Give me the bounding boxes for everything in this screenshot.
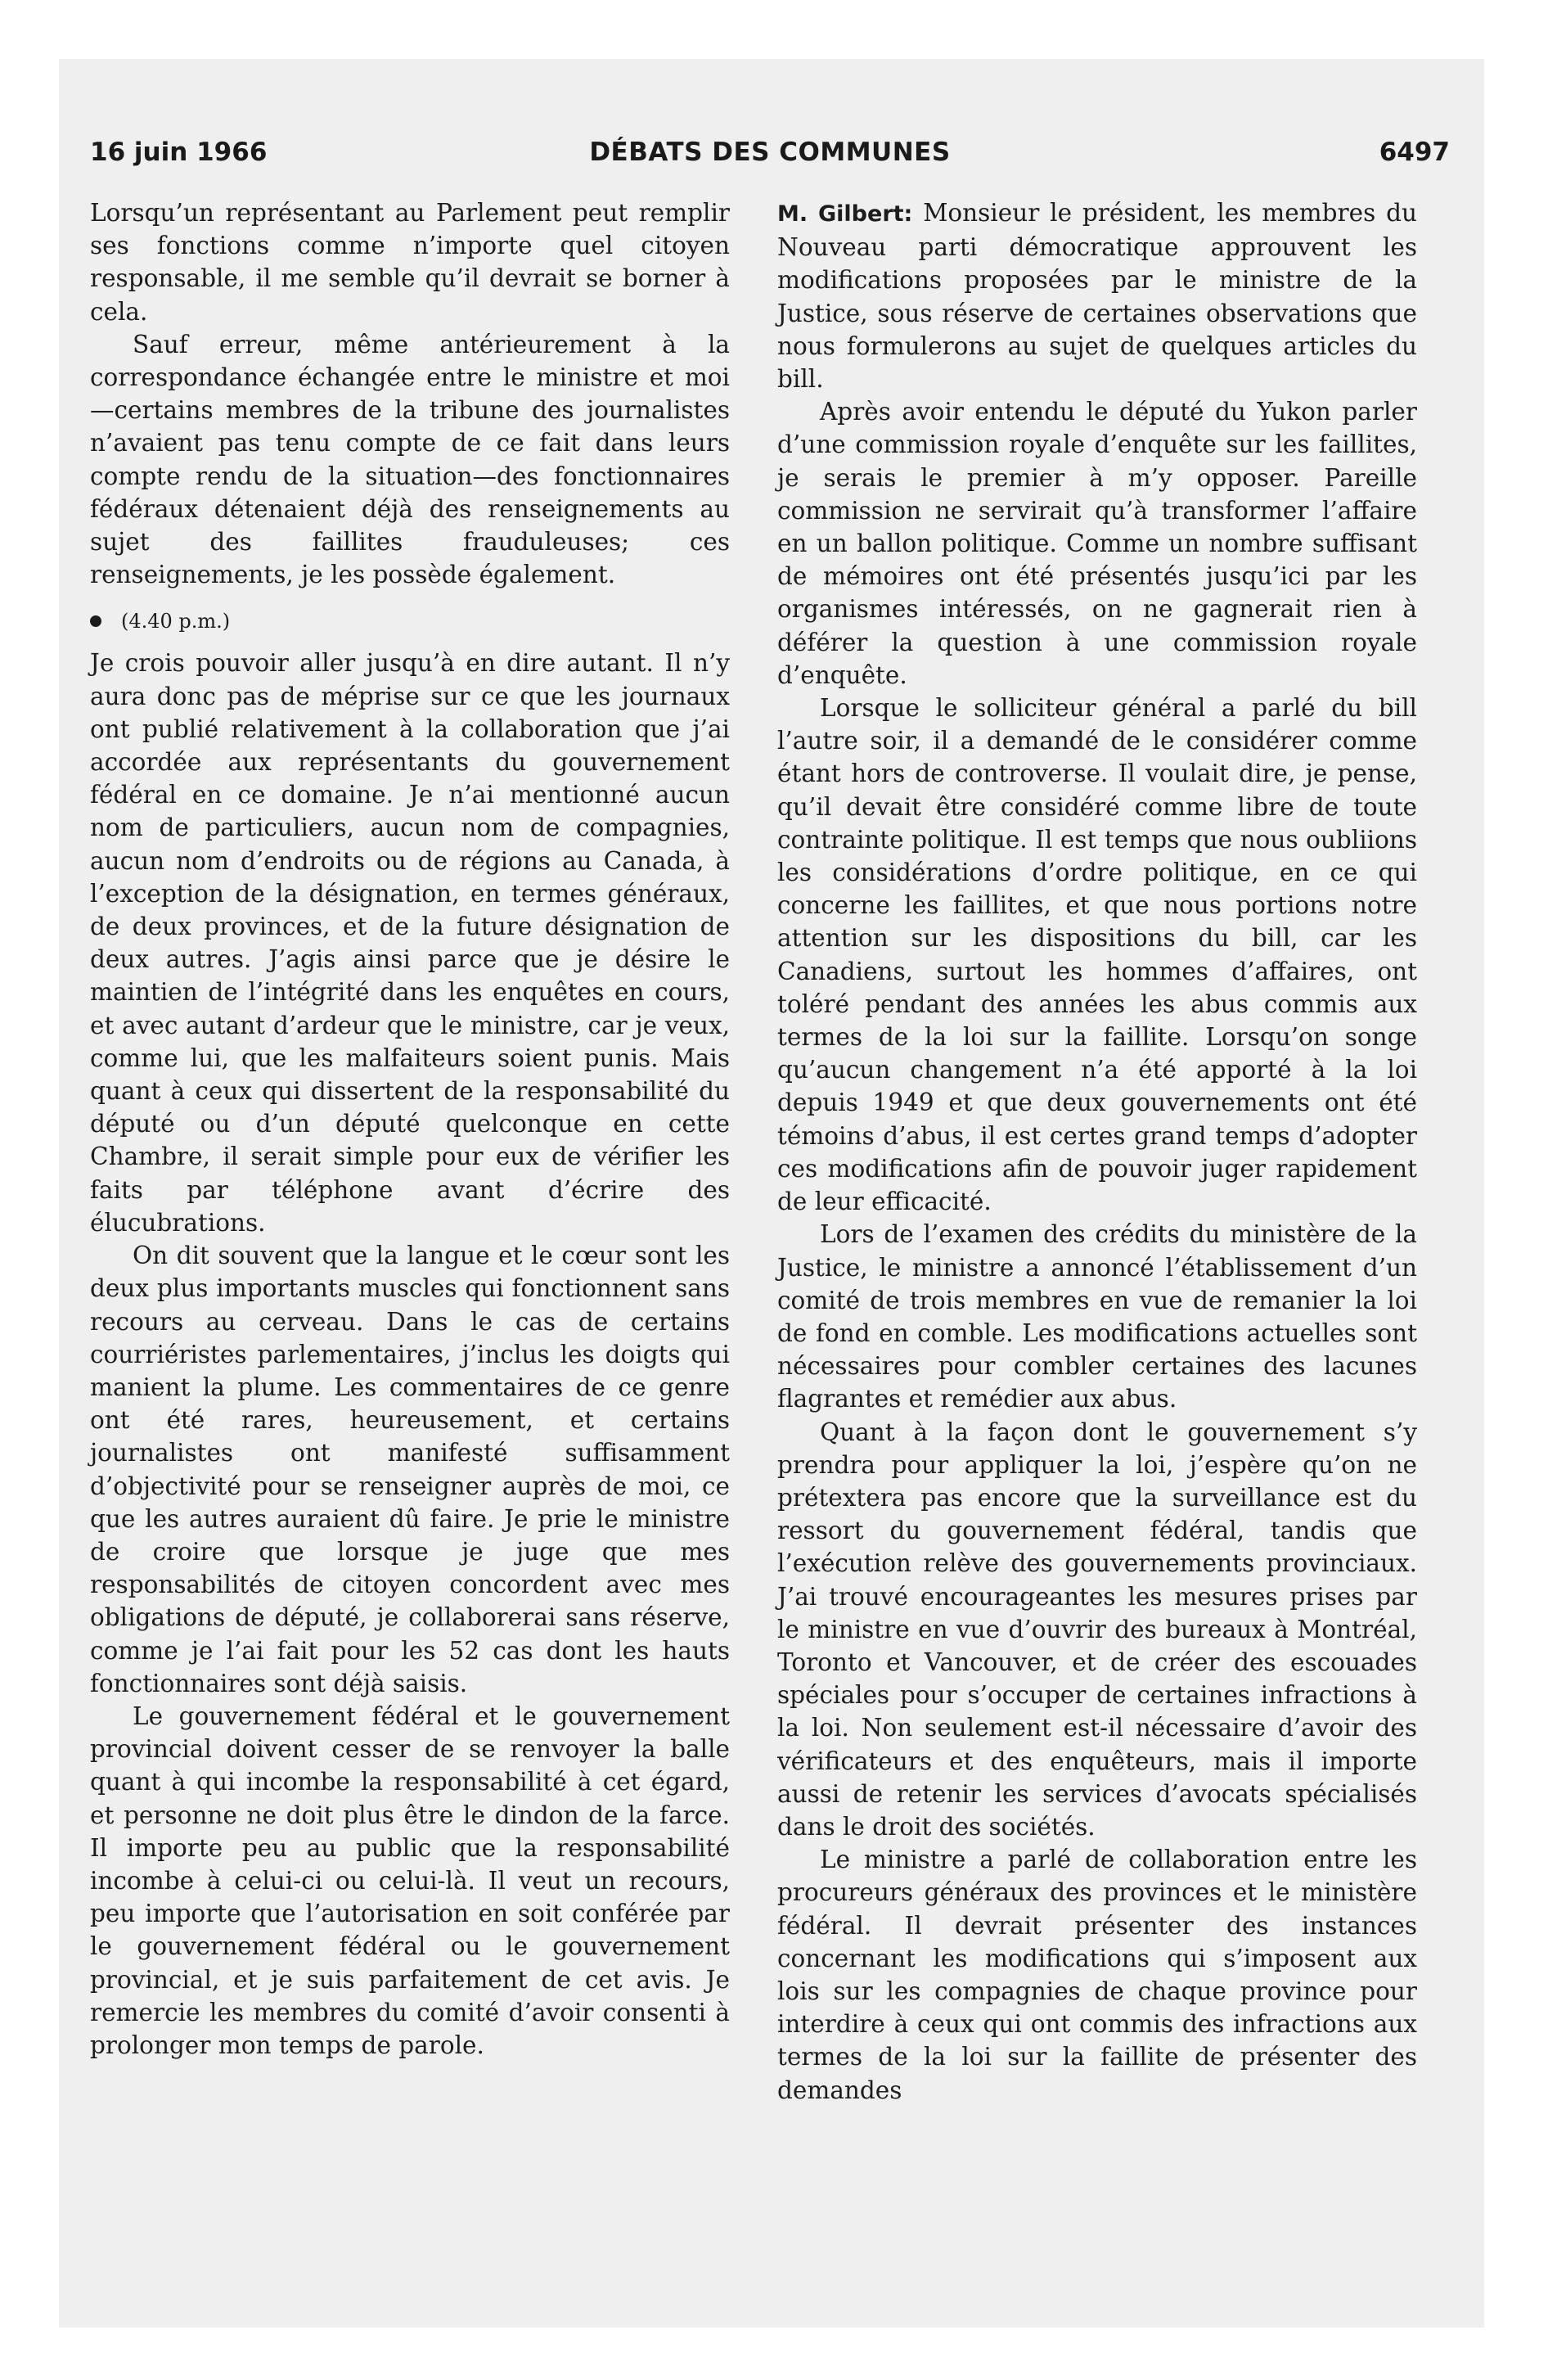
paragraph: Lors de l’examen des crédits du ministère de la Justice, le ministre a annoncé l’établissement d’un comité de trois membres en vue de remanier la loi de fond en comble. Les modifications actuelles sont nécessaires pour combler certaines des lacunes flagrantes et remédier aux abus. xyxy=(777,1220,1417,1413)
paragraph: Après avoir entendu le député du Yukon parler d’une commission royale d’enquête sur les faillites, je serais le premier à m’y opposer. Pareille commission ne servirait qu’à transformer l’affaire en un ballon politique. Comme un nombre suffisant de mémoires ont été présentés jusqu’ici par les organismes intéressés, on ne gagnerait rien à déférer la question à une commission royale d’enquête. xyxy=(777,398,1417,689)
paragraph: On dit souvent que la langue et le cœur sont les deux plus importants muscles qui fonctionnent sans recours au cerveau. Dans le cas de certains courriéristes parlementaires, j’inclus les doigts qui manient la plume. Les commentaires de ce genre ont été rares, heureusement, et certains journalistes ont manifesté suffisamment d’objectivité pour se renseigner auprès de moi, ce que les autres auraient dû faire. Je prie le ministre de croire que lorsque je juge que mes responsabilités de citoyen concordent avec mes obligations de député, je collaborerai sans réserve, comme je l’ai fait pour les 52 cas dont les hauts fonctionnaires sont déjà saisis. xyxy=(90,1242,730,1697)
speaker-name: M. Gilbert: xyxy=(777,201,913,227)
time-marker xyxy=(90,607,730,635)
paragraph-text: Monsieur le président, les membres du Nouveau parti démocratique approuvent les modifications proposées par le ministre de la Justice, sous réserve de certaines observations que nous formulerons au sujet de quelques articles du bill. xyxy=(777,199,1417,394)
paragraph: Quant à la façon dont le gouvernement s’y prendra pour appliquer la loi, j’espère qu’on ne prétextera pas encore que la surveillance est du ressort du gouvernement fédéral, tandis que l’exécution relève des gouvernements provinciaux. J’ai trouvé encourageantes les mesures prises par le ministre en vue d’ouvrir des bureaux à Montréal, Toronto et Vancouver, et de créer des escouades spéciales pour s’occuper de certaines infractions à la loi. Non seulement est-il nécessaire d’avoir des vérificateurs et des enquêteurs, mais il importe aussi de retenir les services d’avocats spécialisés dans le droit des sociétés. xyxy=(777,1418,1417,1841)
paragraph: Le gouvernement fédéral et le gouvernement provincial doivent cesser de se renvoyer la balle quant à qui incombe la responsabilité à cet égard, et personne ne doit plus être le dindon de la farce. Il importe peu au public que la responsabilité incombe à celui-ci ou celui-là. Il veut un recours, peu importe que l’autorisation en soit conférée par le gouvernement fédéral ou le gouvernement provincial, et je suis parfaitement de cet avis. Je remercie les membres du comité d’avoir consenti à prolonger mon temps de parole. xyxy=(90,1702,730,2059)
paragraph: Lorsqu’un représentant au Parlement peut remplir ses fonctions comme n’importe quel citoyen responsable, il me semble qu’il devrait se borner à cela. xyxy=(90,199,730,326)
header-title: DÉBATS DES COMMUNES xyxy=(589,137,951,167)
right-column xyxy=(777,196,1417,2107)
time-marker-text: (4.40 p.m.) xyxy=(121,610,231,633)
page-header xyxy=(90,137,1450,170)
paragraph: Sauf erreur, même antérieurement à la correspondance échangée entre le ministre et moi—certains membres de la tribune des journalistes n’avaient pas tenu compte de ce fait dans leurs compte rendu de la situation—des fonctionnaires fédéraux détenaient déjà des renseignements au sujet des faillites frauduleuses; ces renseignements, je les possède également. xyxy=(90,330,730,589)
header-page-number: 6497 xyxy=(1379,137,1450,167)
paragraph: Le ministre a parlé de collaboration entre les procureurs généraux des provinces et le ministère fédéral. Il devrait présenter des instances concernant les modifications qui s’imposent aux lois sur les compagnies de chaque province pour interdire à ceux qui ont commis des infractions aux termes de la loi sur la faillite de présenter des demandes xyxy=(777,1846,1417,2104)
speaker-paragraph xyxy=(777,196,1417,395)
header-date: 16 juin 1966 xyxy=(90,137,268,167)
paragraph: Lorsque le solliciteur général a parlé du bill l’autre soir, il a demandé de le considérer comme étant hors de controverse. Il voulait dire, je pense, qu’il devait être considéré comme libre de toute contrainte politique. Il est temps que nous oubliions les considérations d’ordre politique, en ce qui concerne les faillites, et que nous portions notre attention sur les dispositions du bill, car les Canadiens, surtout les hommes d’affaires, ont toléré pendant des années les abus commis aux termes de la loi sur la faillite. Lorsqu’on songe qu’aucun changement n’a été apporté à la loi depuis 1949 et que deux gouvernements ont été témoins d’abus, il est certes grand temps d’adopter ces modifications afin de pouvoir juger rapidement de leur efficacité. xyxy=(777,694,1417,1216)
left-column xyxy=(90,196,730,2062)
paragraph: Je crois pouvoir aller jusqu’à en dire autant. Il n’y aura donc pas de méprise sur ce que les journaux ont publié relativement à la collaboration que j’ai accordée aux représentants du gouvernement fédéral en ce domaine. Je n’ai mentionné aucun nom de particuliers, aucun nom de compagnies, aucun nom d’endroits ou de régions au Canada, à l’exception de la désignation, en termes généraux, de deux provinces, et de la future désignation de deux autres. J’agis ainsi parce que je désire le maintien de l’intégrité dans les enquêtes en cours, et avec autant d’ardeur que le ministre, car je veux, comme lui, que les malfaiteurs soient punis. Mais quant à ceux qui dissertent de la responsabilité du député ou d’un député quelconque en cette Chambre, il serait simple pour eux de vérifier les faits par téléphone avant d’écrire des élucubrations. xyxy=(90,649,730,1237)
bullet-icon xyxy=(90,615,101,627)
